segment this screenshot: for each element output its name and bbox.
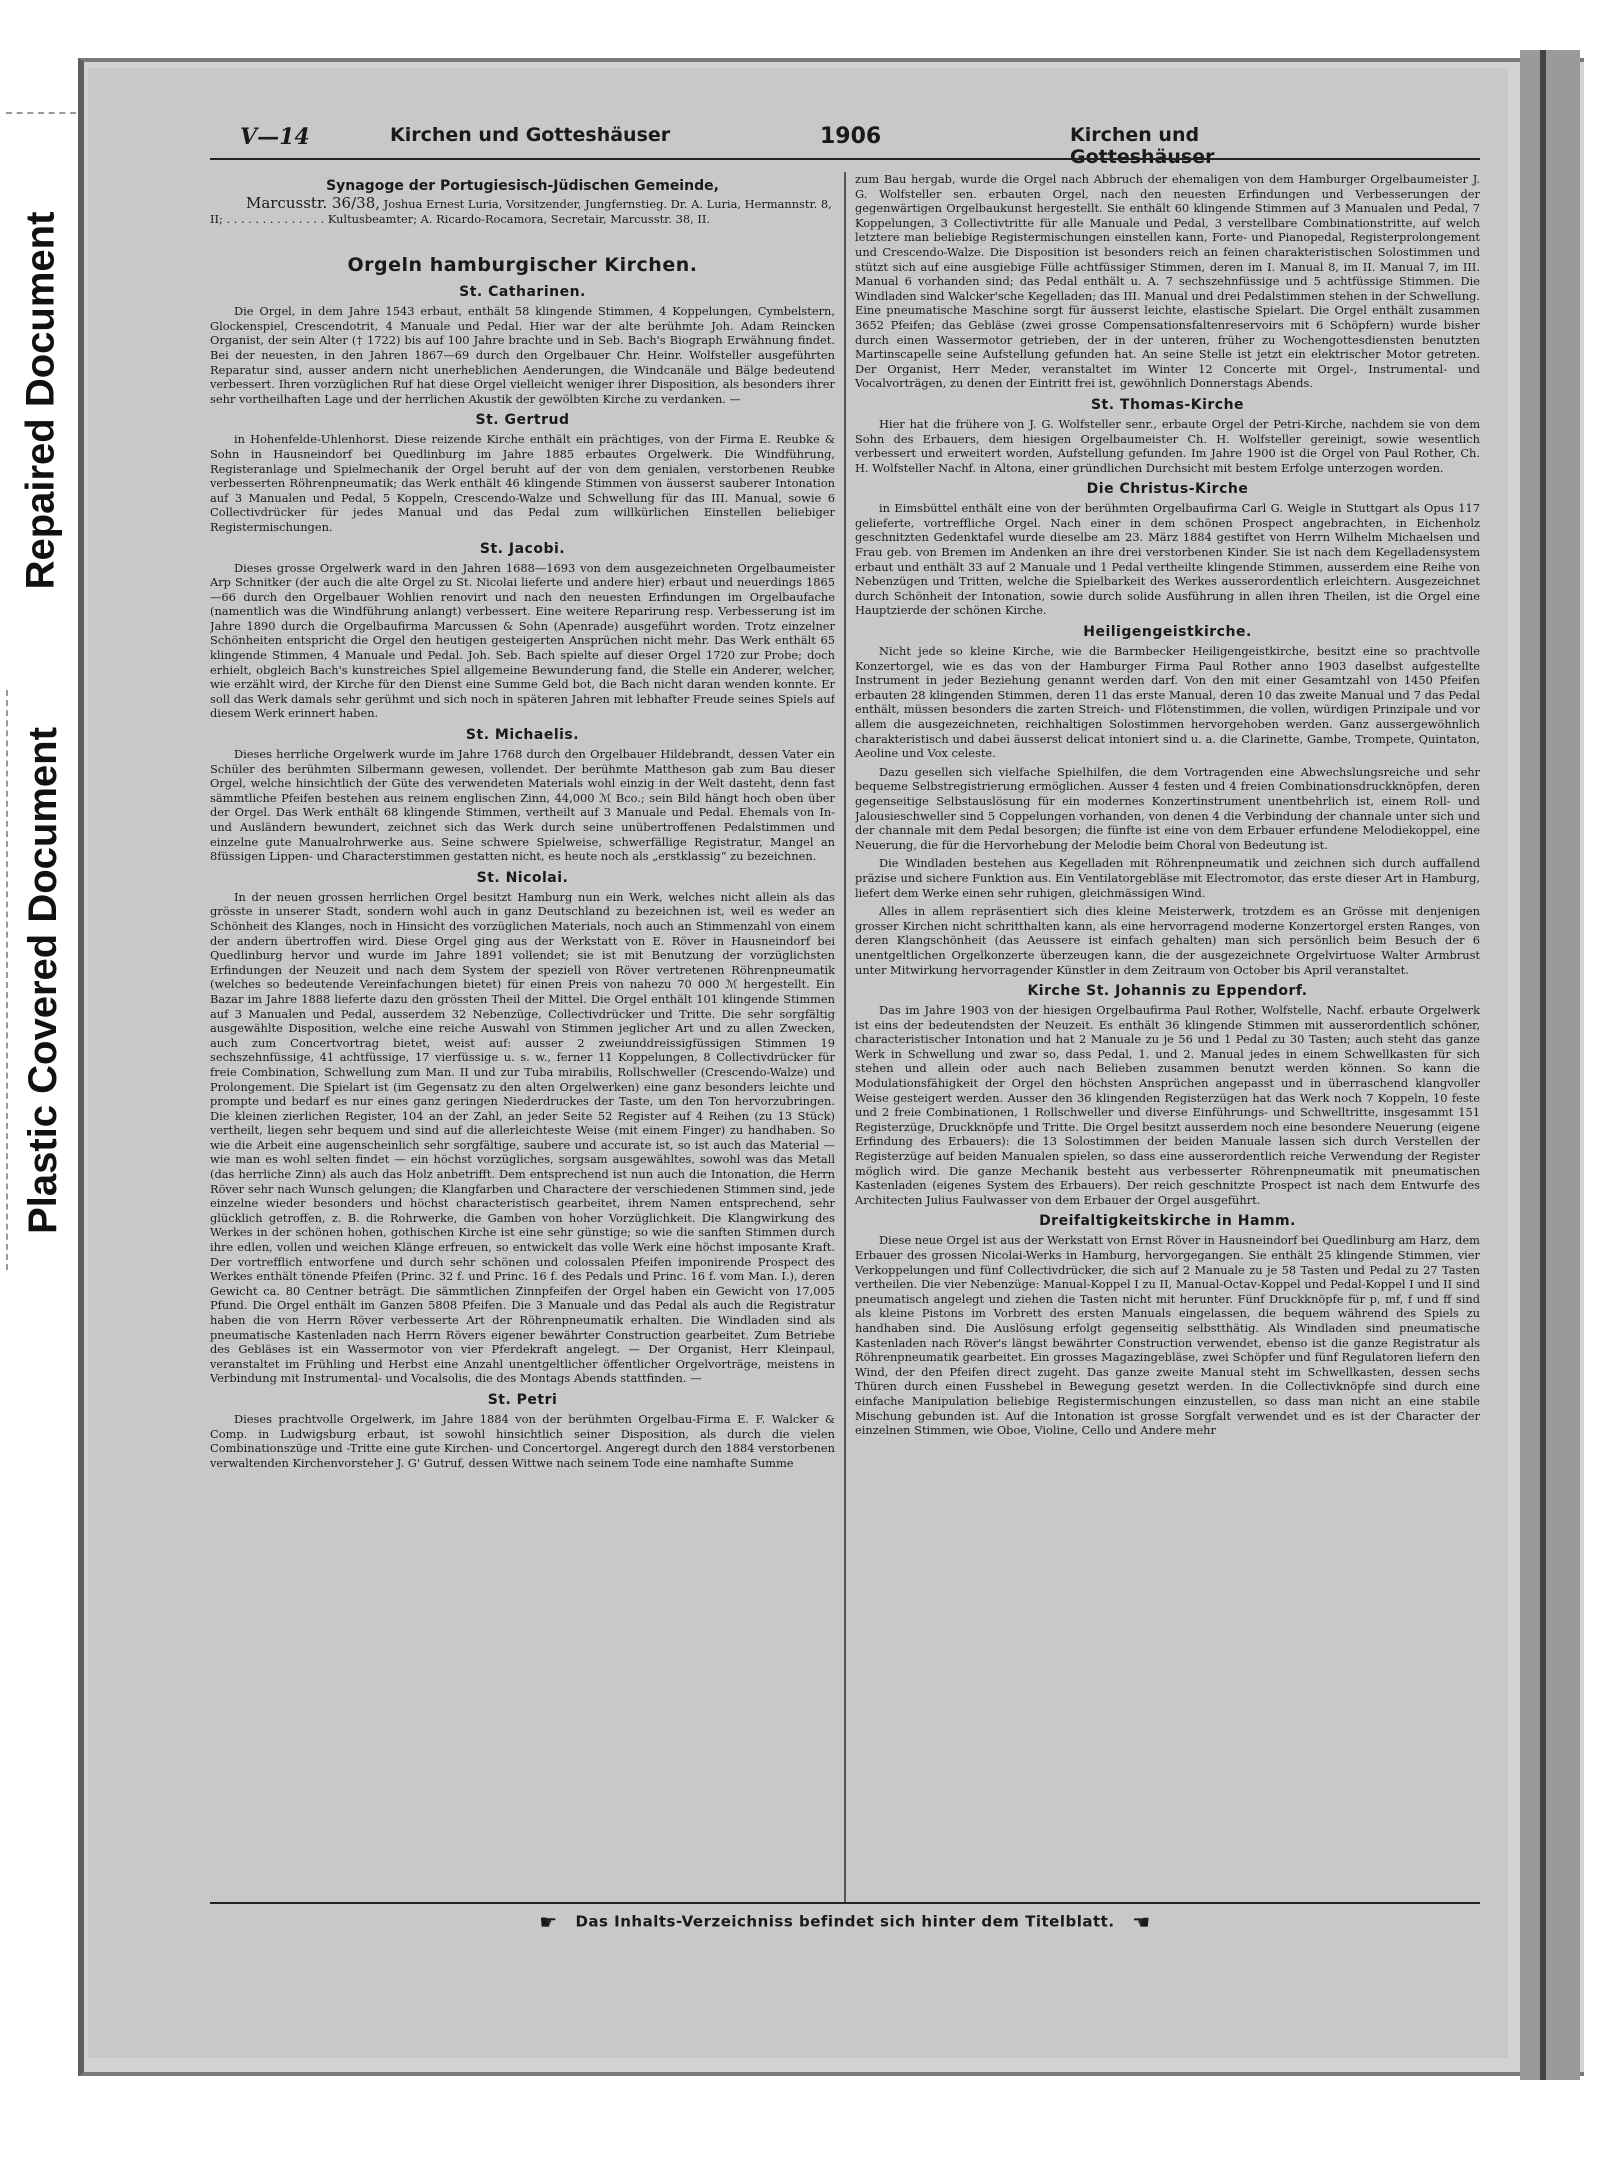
section-title: St. Thomas-Kirche — [1090, 396, 1245, 413]
section-text: In der neuen grossen herrlichen Orgel besitzt Hamburg nun ein Werk, welches nicht allein als das grösste in unserer Stadt, sondern wohl auch in ganz Deutschland zu bezeichnen ist, weil es weder an Schönheit des Klanges, noch in Hinsicht des vorzüglichen Materials, noch auch an Stimmenzahl von einem der andern übertroffen wird. Diese Orgel ging aus der Werkstatt von E. Röver in Hausneindorf bei Quedlinburg hervor und wurde im Jahre 1891 vollendet; sie ist mit Benutzung der vorzüglichsten Erfindungen der Neuzeit und nach dem System der speziell von Röver vertretenen Röhrenpneumatik (welches so bedeutende Vereinfachungen bietet) für einen Preis von nahezu 70 000 ℳ hergestellt. Ein Bazar im Jahre 1888 lieferte dazu den grössten Theil der Mittel. Die Orgel enthält 101 klingende Stimmen auf 3 Manualen und Pedal, ausserdem 32 Nebenzüge, Collectivdrücker und Tritte. Die sehr sorgfältig ausgewählte Disposition, welche eine reiche Auswahl von Stimmen jeglicher Art und zu allen Zwecken, auch zum Concertvortrag bietet, weist auf: ausser 2 zweiunddreissigfüssigen Stimmen 19 sechszehnfüssige, 41 achtfüssige, 17 vierfüssige u. s. w., ferner 11 Koppelungen, 8 Collectivdrücker für freie Combination, Schwellung zum Man. II und zur Tuba mirabilis, Rollschweller (Crescendo-Walze) und Prolongement. Die Spielart ist (im Gegensatz zu den alten Orgelwerken) eine ganz besonders leichte und prompte und bedarf es nur eines ganz geringen Niederdruckes der Taste, um den Ton hervorzubringen. Die kleinen zierlichen Register, 104 an der Zahl, an jeder Seite 52 Register auf 4 Reihen (zu 13 Stück) vertheilt, liegen sehr bequem und sind auf die allerleichteste Weise (mit einem Finger) zu handhaben. So wie die Arbeit eine augenscheinlich sehr sorgfältige, saubere und accurate ist, so ist auch das Material — wie man es wohl selten findet — ein höchst vorzügliches, sorgsam ausgewähltes, sowohl was das Metall (das herrliche Zinn) als auch das Holz anbetrifft. Dem entsprechend ist nun auch die Intonation, die Herrn Röver sehr nach Wunsch gelungen; die Klangfarben und Charactere der verschiedenen Stimmen sind, jede einzelne wieder besonders und höchst characteristisch gearbeitet, ihrem Namen entsprechend, sehr glücklich getroffen, z. B. die Rohrwerke, die Gamben von hoher Vorzüglichkeit. Die Klangwirkung des Werkes in der schönen hohen, gothischen Kirche ist eine sehr günstige; so wie die sanften Stimmen durch ihre edlen, vollen und weichen Klänge erfreuen, so entwickelt das volle Werk eine höchst imposante Kraft. Der vortrefflich entworfene und durch sehr schönen und colossalen Pfeifen imponirende Prospect des Werkes enthält tönende Pfeifen (Princ. 32 f. und Princ. 16 f. des Pedals und Princ. 16 f. vom Man. I.), deren Gewicht ca. 80 Centner beträgt. Die sämmtlichen Zinnpfeifen der Orgel haben ein Gewicht von 17,005 Pfund. Die Orgel enthält im Ganzen 5808 Pfeifen. Die 3 Manuale und das Pedal als auch die Registratur haben die von Herrn Röver verbesserte Art der Röhrenpneumatik erhalten. Die Windladen sind als pneumatische Kastenladen nach Herrn Rövers eigener bewährter Construction gearbeitet. Zum Betriebe des Gebläses ist ein Wassermotor von vier Pferdekraft angelegt. — Der Organist, Herr Kleinpaul, veranstaltet im Frühling und Herbst eine Anzahl unentgeltlicher öffentlicher Orgelvorträge, meistens in Verbindung mit Instrumental- und Vocalsolis, die des Montags Abends stattfinden. — — [210, 889, 835, 1386]
section-text: Nicht jede so kleine Kirche, wie die Barmbecker Heiligengeistkirche, besitzt eine so prachtvolle Konzertorgel, wie es das von der Hamburger Firma Paul Rother anno 1903 daselbst aufgestellte Instrument in jeder Beziehung genannt werden darf. Von den mit einer Gesamtzahl von 1450 Pfeifen erbauten 28 klingenden Stimmen, deren 11 das erste Manual, deren 10 das zweite Manual und 7 das Pedal enthält, müssen besonders die zarten Streich- und Flötenstimmen, die vollen, würdigen Prinzipale und vor allem die ausgezeichneten, reichhaltigen Solostimmen hervorgehoben werden. Ganz aussergewöhnlich charakteristisch und dabei äusserst delicat intoniert sind u. a. die Clarinette, Gambe, Trompete, Quintaton, Aeoline und Vox celeste. — [855, 644, 1480, 761]
text-columns — [210, 172, 1480, 1902]
section-text: Hier hat die frühere von J. G. Wolfsteller senr., erbaute Orgel der Petri-Kirche, nachdem sie von dem Sohn des Erbauers, dem hiesigen Orgelbaumeister Ch. H. Wolfsteller gereinigt, sowie wesentlich verbessert und erweitert worden, Aufstellung gefunden. Im Jahre 1900 ist die Orgel von Paul Rother, Ch. H. Wolfsteller Nachf. in Altona, einer gründlichen Durchsicht mit bestem Erfolge unterzogen worden. — [855, 416, 1480, 475]
section-text: in Eimsbüttel enthält eine von der berühmten Orgelbaufirma Carl G. Weigle in Stuttgart als Opus 117 gelieferte, vortreffliche Orgel. Nach einer in dem schönen Prospect angebrachten, in Eichenholz geschnitzten Gedenktafel wurde dieselbe am 23. März 1884 gestiftet von Herrn Wilhelm Michaelsen und Frau geb. von Bremen im Andenken an ihre drei verstorbenen Kinder. Sie ist nach dem Kegelladensystem erbaut und enthält 33 auf 2 Manuale und 1 Pedal vertheilte klingende Stimmen, ausserdem eine Reihe von Nebenzügen und Tritten, welche die Spielbarkeit des Werkes ausserordentlich erleichtern. Ausgezeichnet durch Schönheit der Intonation, sowie durch solide Ausführung in allen ihren Theilen, ist die Orgel eine Hauptzierde der schönen Kirche. — [855, 501, 1480, 618]
header-rule — [210, 158, 1480, 160]
section-text: Alles in allem repräsentiert sich dies kleine Meisterwerk, trotzdem es an Grösse mit denjenigen grosser Kirchen nicht schritthalten kann, als eine hervorragend moderne Konzertorgel ersten Ranges, von deren Klangschönheit (das Aeussere ist einfach gehalten) man sich persönlich beim Besuch der 6 unentgeltlichen Orgelkonzerte überzeugen kann, die der ausgezeichnete Orgelvirtuose Walter Armbrust unter Mitwirkung hervorragender Künstler in dem Zeitraum von October bis April veranstaltet. — [855, 904, 1480, 977]
synagoge-address: Marcusstr. 36/38, — [246, 194, 381, 212]
synagoge-entry — [210, 196, 835, 226]
section-text: in Hohenfelde-Uhlenhorst. Diese reizende Kirche enthält ein prächtiges, von der Firma E. Reubke & Sohn in Hausneindorf bei Quedlinburg im Jahre 1885 erbautes Orgelwerk. Die Windführung, Registeranlage und Spielmechanik der Orgel beruht auf der von dem genialen, verstorbenen Reubke verbesserten Röhrenpneumatik; das Werk enthält 46 klingende Stimmen von äusserst sauberer Intonation auf 3 Manualen und Pedal, 5 Koppeln, Crescendo-Walze und Schwellung für das III. Manual, sowie 6 Collectivdrücker für jedes Manual und das Pedal zum willkürlichen Einstellen beliebiger Registermischungen. — [210, 432, 835, 534]
plastic-covered-text: Plastic Covered Document — [20, 726, 65, 1234]
section-text: Diese neue Orgel ist aus der Werkstatt von Ernst Röver in Hausneindorf bei Quedlinburg am Harz, dem Erbauer des grossen Nicolai-Werks in Hamburg, hervorgegangen. Sie enthält 25 klingende Stimmen, vier Verkoppelungen und fünf Collectivdrücker, die sich auf 2 Manuale zu je 58 Tasten und Pedal zu 27 Tasten vertheilen. Die vier Nebenzüge: Manual-Koppel I zu II, Manual-Octav-Koppel und Pedal-Koppel I und II sind pneumatisch angelegt und ziehen die Tasten nicht mit herunter. Fünf Druckknöpfe für p, mf, f und ff sind als kleine Pistons im Vorbrett des ersten Manuals eingelassen, die bequem während des Spiels zu handhaben sind. Die Auslösung erfolgt gegenseitig selbstthätig. Als Windladen sind pneumatische Kastenladen nach Röver's längst bewährter Construction verwendet, ebenso ist die ganze Registratur als Röhrenpneumatik gearbeitet. Ein grosses Magazingebläse, zwei Schöpfer und fünf Regulatoren liefern den Wind, der den Pfeifen direct zugeht. Das ganze zweite Manual steht im Schwellkasten, dessen sechs Thüren durch einen Fusshebel in Bewegung gesetzt werden. In die Collectivknöpfe sind durch eine einfache Manipulation beliebige Registermischungen einzustellen, so dass man nicht an eine stabile Mischung gebunden ist. Auf die Intonation ist grosse Sorgfalt verwendet und es ist der Character der einzelnen Stimmen, wie Oboe, Violine, Cello und Andere mehr — [855, 1233, 1480, 1438]
section-title: Heiligengeistkirche. — [1083, 624, 1252, 641]
section-title: St. Petri — [487, 1391, 558, 1408]
header-left-title: Kirchen und Gotteshäuser — [390, 124, 671, 146]
section-text: Dieses grosse Orgelwerk ward in den Jahren 1688—1693 von dem ausgezeichneten Orgelbaumeister Arp Schnitker (der auch die alte Orgel zu St. Nicolai lieferte und andere hier) erbaut und neuerdings 1865—66 durch den Orgelbauer Wohlien renovirt und nach den neuesten Erfindungen im Orgelbaufache (namentlich was die Windführung anlangt) verbessert. Eine weitere Reparirung resp. Verbesserung ist im Jahre 1890 durch die Orgelbaufirma Marcussen & Sohn (Apenrade) ausgeführt worden. Trotz einzelner Schönheiten entspricht die Orgel den heutigen gesteigerten Ansprüchen nicht mehr. Das Werk enthält 65 klingende Stimmen, 4 Manuale und Pedal. Joh. Seb. Bach spielte auf dieser Orgel 1720 zur Probe; doch erhielt, obgleich Bach's kunstreiches Spiel allgemeine Bewunderung fand, die Stelle ein Anderer, welcher, wie erzählt wird, der Kirche für den Dienst eine Summe Geld bot, die Bach nicht daran wenden konnte. Er soll das Werk damals sehr gerühmt und sich noch in späteren Jahren mit lebhafter Freude seines Spiels auf diesem Werk erinnert haben. — [210, 560, 835, 721]
section-title: St. Catharinen. — [459, 284, 586, 301]
page-header — [150, 124, 1300, 168]
plastic-covered-label — [6, 690, 78, 1270]
section-title: Die Christus-Kirche — [1086, 481, 1249, 498]
section-text: Die Windladen bestehen aus Kegelladen mit Röhrenpneumatik und zeichnen sich durch auffallend präzise und sichere Funktion aus. Ein Ventilatorgebläse mit Electromotor, das erste dieser Art in Hamburg, liefert dem Werke einen sehr ruhigen, gleichmässigen Wind. — [855, 856, 1480, 900]
left-column — [210, 172, 835, 1902]
repaired-document-text: Repaired Document — [18, 211, 63, 589]
section-text: Das im Jahre 1903 von der hiesigen Orgelbaufirma Paul Rother, Wolfstelle, Nachf. erbaute Orgelwerk ist eins der bedeutendsten der Neuzeit. Es enthält 36 klingende Stimmen mit ausserordentlich schöner, characteristischer Intonation und hat 2 Manuale zu je 56 und 1 Pedal zu 30 Tasten; auch steht das ganze Werk in Schwellung und zwar so, dass Pedal, 1. und 2. Manual jedes in einem Schwellkasten für sich stehen und allein oder auch nach Belieben zusammen benutzt werden können. So kann die Modulationsfähigkeit der Orgel den höchsten Ansprüchen angepasst und in überraschend klangvoller Weise gesteigert werden. Ausser den 36 klingenden Registerzügen hat das Werk noch 7 Koppeln, 10 feste und 2 freie Combinationen, 1 Rollschweller und diverse Einführungs- und Schwelltritte, insgesammt 151 Registerzüge, Druckknöpfe und Tritte. Die Orgel besitzt ausserdem noch eine besondere Neuerung (eigene Erfindung des Erbauers): die 13 Solostimmen der beiden Manuale lassen sich durch Verstellen der Registerzüge auf beiden Manualen spielen, so dass eine ausserordentlich reiche Verwendung der Register möglich wird. Die ganze Mechanik besteht aus verbesserter Röhrenpneumatik mit pneumatischen Kastenladen (eigenes System des Erbauers). Der reich geschnitzte Prospect ist nach dem Entwurfe des Architecten Julius Faulwasser von dem Erbauer der Orgel ausgeführt. — [855, 1003, 1480, 1207]
header-right-title: Kirchen und Gotteshäuser — [1070, 124, 1215, 168]
label-separator — [6, 112, 76, 114]
section-title: St. Michaelis. — [465, 727, 580, 744]
section-text: Dieses prachtvolle Orgelwerk, im Jahre 1884 von der berühmten Orgelbau-Firma E. F. Walcker & Comp. in Ludwigsburg erbaut, ist sowohl hinsichtlich seiner Disposition, als durch die vielen Combinationszüge und -Tritte eine gute Kirchen- und Concertorgel. Angeregt durch den 1884 verstorbenen verwaltenden Kirchenvorsteher J. G' Gutruf, dessen Wittwe nach seinem Tode eine namhafte Summe — [210, 1411, 835, 1470]
repaired-document-label — [6, 130, 76, 670]
section-title: St. Gertrud — [475, 412, 570, 429]
section-text: Die Orgel, in dem Jahre 1543 erbaut, enthält 58 klingende Stimmen, 4 Koppelungen, Cymbelstern, Glockenspiel, Crescendotrit, 4 Manuale und Pedal. Hier war der alte berühmte Joh. Adam Reincken Organist, der sein Alter († 1722) bis auf 100 Jahre brachte und in Seb. Bach's Biograph Erwähnung findet. Bei der neuesten, in den Jahren 1867—69 durch den Orgelbauer Chr. Heinr. Wolfsteller ausgeführten Reparatur sind, ausser andern nicht unerheblichen Aenderungen, die Windcanäle und Bälge bedeutend verbessert. Ihren vorzüglichen Ruf hat diese Orgel vielleicht weniger ihrer Disposition, als besonders ihrer sehr vortheilhaften Lage und der herrlichen Akustik der gewölbten Kirche zu verdanken. — — [210, 304, 835, 406]
section-text: Dazu gesellen sich vielfache Spielhilfen, die dem Vortragenden eine Abwechslungsreiche und sehr bequeme Selbstregistrierung ermöglichen. Ausser 4 festen und 4 freien Combinationsdruckknöpfen, deren gegenseitige Selbstauslösung für ein modernes Konzertinstrument unentbehrlich ist, einem Roll- und Jalousieschweller sind 5 Coppelungen vorhanden, von denen 4 die Verbindung der channale unter sich und der channale mit dem Pedal besorgen; die fünfte ist eine von dem Erbauer erfundene Melodiekoppel, eine Neuerung, die für die Hervorhebung der Melodie beim Choral von Bedeutung ist. — [855, 764, 1480, 852]
section-title: Dreifaltigkeitskirche in Hamm. — [1039, 1213, 1296, 1230]
page-reference: V—14 — [240, 124, 310, 150]
page-edge-shadow — [1520, 50, 1580, 2080]
header-year: 1906 — [820, 124, 882, 149]
footer-note — [210, 1910, 1480, 1950]
footer-rule — [210, 1902, 1480, 1904]
main-title: Orgeln hamburgischer Kirchen. — [347, 254, 698, 277]
right-column — [855, 172, 1480, 1902]
continued-text: zum Bau hergab, wurde die Orgel nach Abbruch der ehemaligen von dem Hamburger Orgelbaumeister J. G. Wolfsteller sen. erbauten Orgel, nach den neuesten Erfindungen und Verbesserungen der gegenwärtigen Orgelbaukunst hergestellt. Sie enthält 60 klingende Stimmen auf 3 Manualen und Pedal, 7 Koppelungen, 3 Collectivtritte für alle Manuale und Pedal, 3 verstellbare Combinationstritte, auf welch letztere man beliebige Registermischungen einstellen kann, Forte- und Pianopedal, Registerprolongement und Crescendo-Walze. Die Disposition ist besonders reich an feinen charakteristischen Solostimmen und stützt sich auf eine ausgiebige Fülle achtfüssiger Stimmen, deren im I. Manual 8, im II. Manual 7, im III. Manual 6 vorhanden sind; das Pedal enthält u. A. 7 sechszehnfüssige und 5 achtfüssige Stimmen. Die Windladen sind Walcker'sche Kegelladen; das III. Manual und drei Pedalstimmen stehen in der Schwellung. Eine pneumatische Maschine sorgt für äusserst leichte, elastische Spielart. Die Orgel enthält zusammen 3652 Pfeifen; das Gebläse (zwei grosse Compensationsfaltenreservoirs mit 6 Schöpfern) wurde bisher durch einen Wassermotor getrieben, der in der unteren, früher zu Wochengottesdiensten benutzten Martinscapelle seine Aufstellung gefunden hat. An seine Stelle ist jetzt ein elektrischer Motor getreten. Der Organist, Herr Meder, veranstaltet im Winter 12 Concerte mit Orgel-, Instrumental- und Vocalvorträgen, zu denen der Eintritt frei ist, gewöhnlich Donnerstags Abends. — [855, 172, 1480, 391]
column-divider — [844, 172, 846, 1902]
footer-text: Das Inhalts-Verzeichniss befindet sich hinter dem Titelblatt. — [575, 1912, 1115, 1931]
pointing-hand-right-icon: ☛ — [539, 1910, 558, 1934]
section-title: St. Nicolai. — [476, 869, 569, 886]
section-title: St. Jacobi. — [479, 540, 566, 557]
synagoge-text: Joshua Ernest Luria, Vorsitzender, Jungfernstieg. Dr. A. Luria, Hermannstr. 8, II; . . . . . . . . . . . . . . Kultusbeamter; A. Ricardo-Rocamora, Secretair, Marcusstr. 38, II. — [210, 197, 832, 226]
pointing-hand-left-icon: ☚ — [1132, 1910, 1151, 1934]
synagoge-title: Synagoge der Portugiesisch-Jüdischen Gemeinde, — [326, 178, 719, 194]
section-text: Dieses herrliche Orgelwerk wurde im Jahre 1768 durch den Orgelbauer Hildebrandt, dessen Vater ein Schüler des berühmten Silbermann gewesen, vollendet. Der berühmte Mattheson gab zum Bau dieser Orgel, welche hinsichtlich der Güte des verwendeten Materials wohl einzig in der Welt dasteht, denn fast sämmtliche Pfeifen bestehen aus reinem englischen Zinn, 44,000 ℳ Bco.; sein Bild hängt hoch oben über der Orgel. Das Werk enthält 68 klingende Stimmen, vertheilt auf 3 Manuale und Pedal. Ehemals von In- und Ausländern bewundert, zeichnet sich das Werk durch seine unübertroffenen Pedalstimmen und einzelne gute Manualrohrwerke aus. Seine schwere Spielweise, schwerfällige Registratur, Mangel an 8füssigen Lippen- und Characterstimmen gestatten nicht, es heute noch als „erstklassig“ zu bezeichnen. — [210, 747, 835, 864]
section-title: Kirche St. Johannis zu Eppendorf. — [1027, 983, 1308, 1000]
